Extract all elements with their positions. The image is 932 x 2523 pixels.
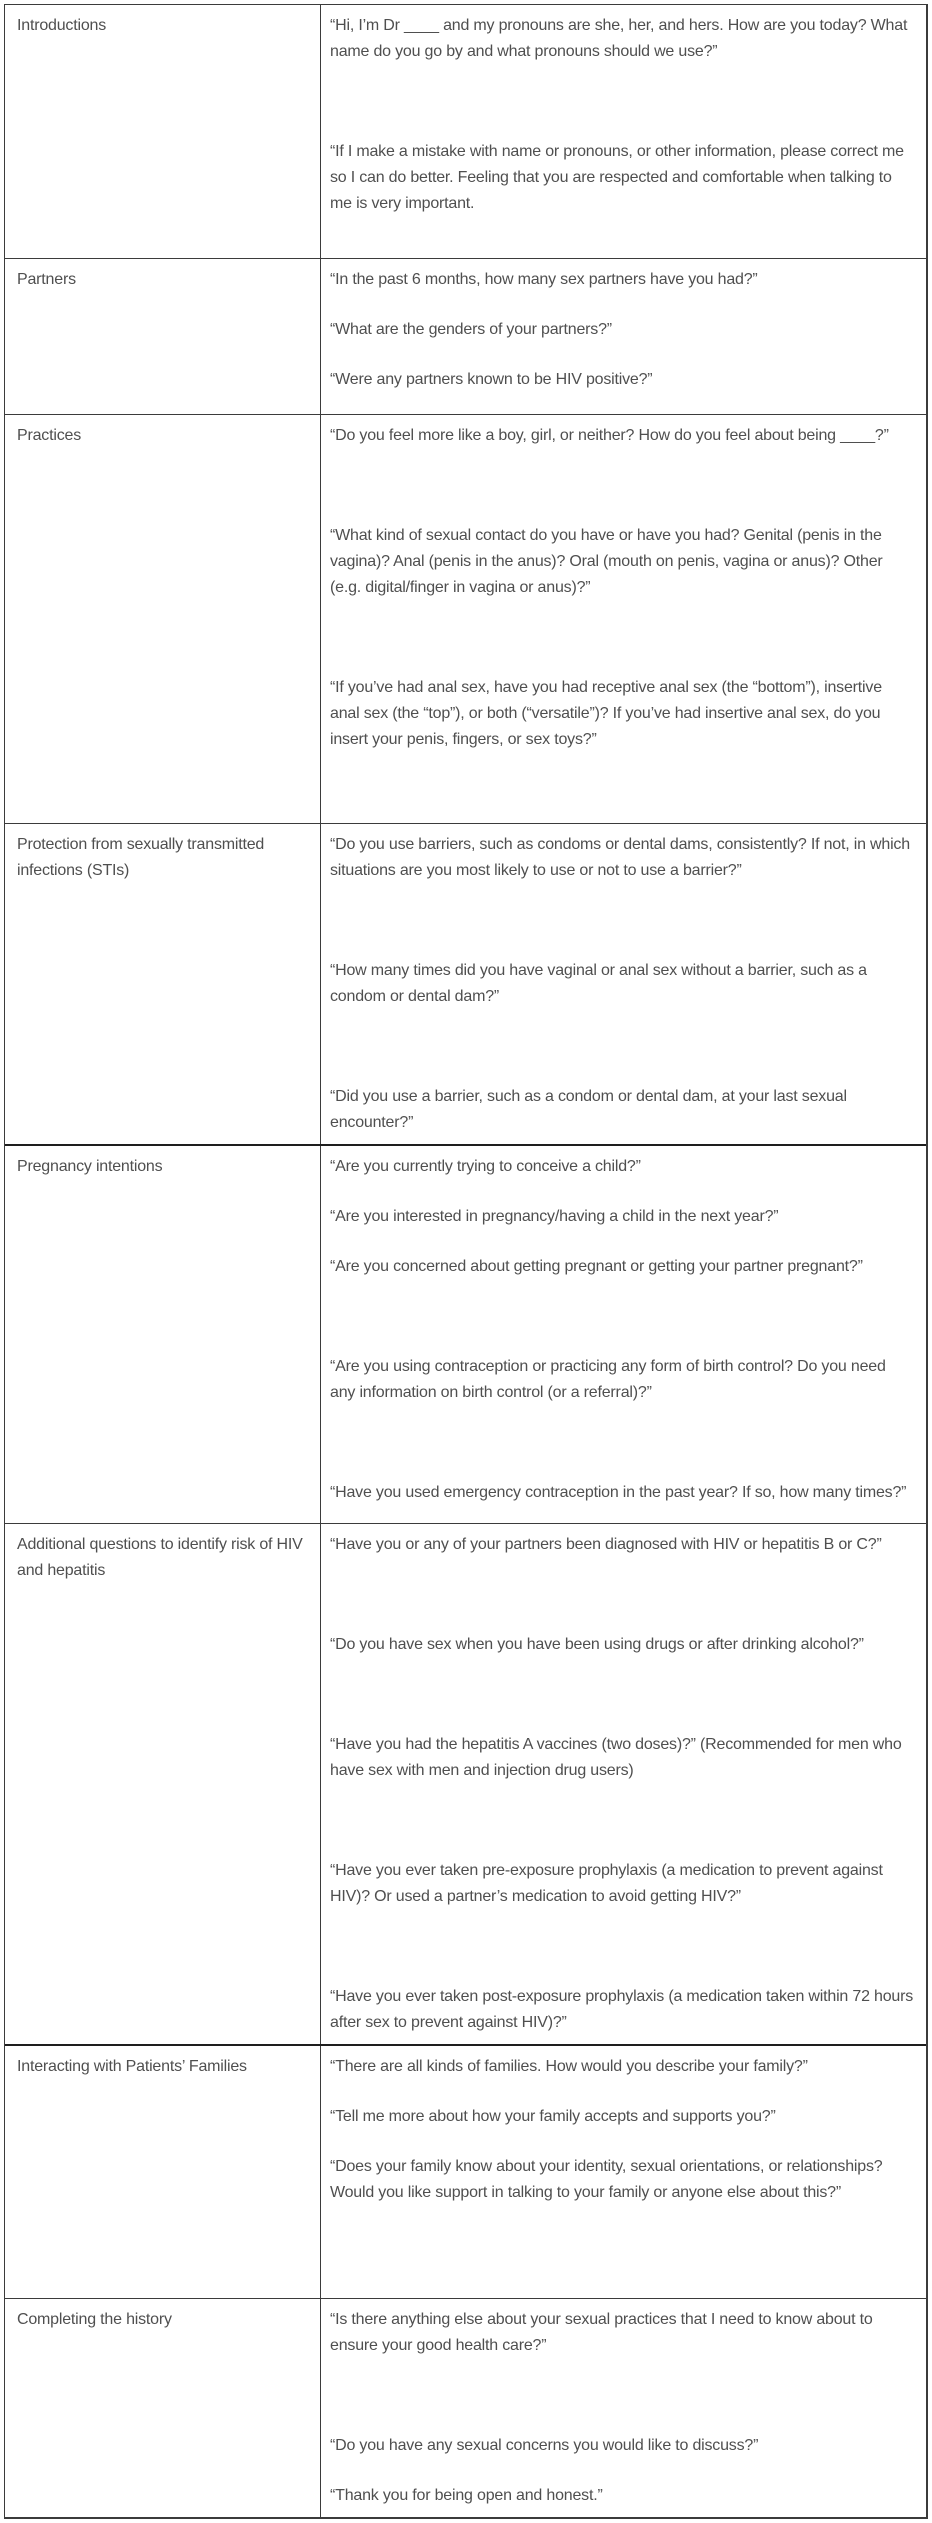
questions-cell [321, 824, 926, 1144]
question-paragraph: “Are you using contraception or practicing any form of birth control? Do you need any information on birth control (or a referral)?” [330, 1358, 886, 1401]
question-paragraph: “In the past 6 months, how many sex partners have you had?” [330, 271, 758, 288]
table-row [5, 414, 926, 823]
question-paragraph: “Have you or any of your partners been diagnosed with HIV or hepatitis B or C?” [330, 1536, 882, 1553]
question-paragraph: “Do you have sex when you have been using drugs or after drinking alcohol?” [330, 1636, 864, 1653]
spacer-paragraph [330, 89, 914, 115]
spacer-paragraph [330, 908, 914, 934]
spacer-paragraph [330, 1682, 914, 1708]
spacer-paragraph [330, 1808, 914, 1834]
question-paragraph: “Have you ever taken post-exposure prophylaxis (a medication taken within 72 hours after sex to prevent against HIV)?” [330, 1988, 914, 2031]
category-cell [5, 5, 321, 258]
table-row [5, 2044, 926, 2298]
category-cell [5, 2046, 321, 2298]
questions-cell [321, 2046, 926, 2298]
question-paragraph: “Are you concerned about getting pregnant or getting your partner pregnant?” [330, 1258, 863, 1275]
questions-table [4, 4, 928, 2519]
question-paragraph: “Were any partners known to be HIV positive?” [330, 371, 653, 388]
spacer-paragraph [330, 1430, 914, 1456]
table-row [5, 1523, 926, 2044]
category-label: Additional questions to identify risk of HIV and hepatitis [17, 1536, 303, 1579]
spacer-paragraph [330, 1582, 914, 1608]
question-paragraph: “If you’ve had anal sex, have you had receptive anal sex (the “bottom”), insertive anal sex (the “top”), or both (“versatile”)? If you’ve had insertive anal sex, do you insert your penis, fingers, or sex toys?” [330, 679, 882, 748]
category-label: Practices [17, 427, 81, 444]
questions-cell [321, 2299, 926, 2517]
question-paragraph: “Hi, I’m Dr ____ and my pronouns are she, her, and hers. How are you today? What name do you go by and what pronouns should we use?” [330, 17, 908, 60]
question-paragraph: “Have you used emergency contraception in the past year? If so, how many times?” [330, 1484, 907, 1501]
questions-cell [321, 415, 926, 823]
category-label: Partners [17, 271, 76, 288]
questions-cell [321, 1146, 926, 1523]
question-paragraph: “Are you interested in pregnancy/having a child in the next year?” [330, 1208, 779, 1225]
category-cell [5, 415, 321, 823]
questions-cell [321, 1524, 926, 2044]
question-paragraph: “How many times did you have vaginal or anal sex without a barrier, such as a condom or dental dam?” [330, 962, 867, 1005]
table-row [5, 1144, 926, 1523]
question-paragraph: “What kind of sexual contact do you have or have you had? Genital (penis in the vagina)? Anal (penis in the anus)? Oral (mouth on penis, vagina or anus)? Other (e.g. digital/finger in vagina or anus)?” [330, 527, 883, 596]
category-cell [5, 2299, 321, 2517]
question-paragraph: “There are all kinds of families. How would you describe your family?” [330, 2058, 808, 2075]
question-paragraph: “Do you use barriers, such as condoms or dental dams, consistently? If not, in which situations are you most likely to use or not to use a barrier?” [330, 836, 910, 879]
question-paragraph: “Have you had the hepatitis A vaccines (two doses)?” (Recommended for men who have sex with men and injection drug users) [330, 1736, 902, 1779]
questions-cell [321, 5, 926, 258]
spacer-paragraph [330, 625, 914, 651]
questions-cell [321, 259, 926, 414]
category-label: Introductions [17, 17, 107, 34]
spacer-paragraph [330, 2383, 914, 2409]
table-row [5, 258, 926, 414]
question-paragraph: “Are you currently trying to conceive a child?” [330, 1158, 641, 1175]
table-row [5, 5, 926, 258]
question-paragraph: “Tell me more about how your family accepts and supports you?” [330, 2108, 776, 2125]
category-label: Completing the history [17, 2311, 172, 2328]
question-paragraph: “Is there anything else about your sexual practices that I need to know about to ensure your good health care?” [330, 2311, 873, 2354]
question-paragraph: “Did you use a barrier, such as a condom or dental dam, at your last sexual encounter?” [330, 1088, 847, 1131]
table-row [5, 823, 926, 1144]
question-paragraph: “Do you feel more like a boy, girl, or neither? How do you feel about being ____?” [330, 427, 889, 444]
spacer-paragraph [330, 1934, 914, 1960]
question-paragraph: “Does your family know about your identity, sexual orientations, or relationships? Would you like support in talking to your family or anyone else about this?” [330, 2158, 883, 2201]
question-paragraph: “Have you ever taken pre-exposure prophylaxis (a medication to prevent against HIV)? Or used a partner’s medication to avoid getting HIV?” [330, 1862, 883, 1905]
category-cell [5, 1524, 321, 2044]
category-cell [5, 1146, 321, 1523]
category-label: Interacting with Patients’ Families [17, 2058, 247, 2075]
category-cell [5, 824, 321, 1144]
spacer-paragraph [330, 473, 914, 499]
question-paragraph: “Thank you for being open and honest.” [330, 2487, 603, 2504]
category-label: Protection from sexually transmitted infections (STIs) [17, 836, 265, 879]
question-paragraph: “Do you have any sexual concerns you would like to discuss?” [330, 2437, 759, 2454]
table-row [5, 2298, 926, 2517]
category-label: Pregnancy intentions [17, 1158, 163, 1175]
question-paragraph: “What are the genders of your partners?” [330, 321, 612, 338]
spacer-paragraph [330, 1034, 914, 1060]
category-cell [5, 259, 321, 414]
question-paragraph: “If I make a mistake with name or pronouns, or other information, please correct me so I can do better. Feeling that you are respected and comfortable when talking to me is very important. [330, 143, 904, 212]
spacer-paragraph [330, 1304, 914, 1330]
